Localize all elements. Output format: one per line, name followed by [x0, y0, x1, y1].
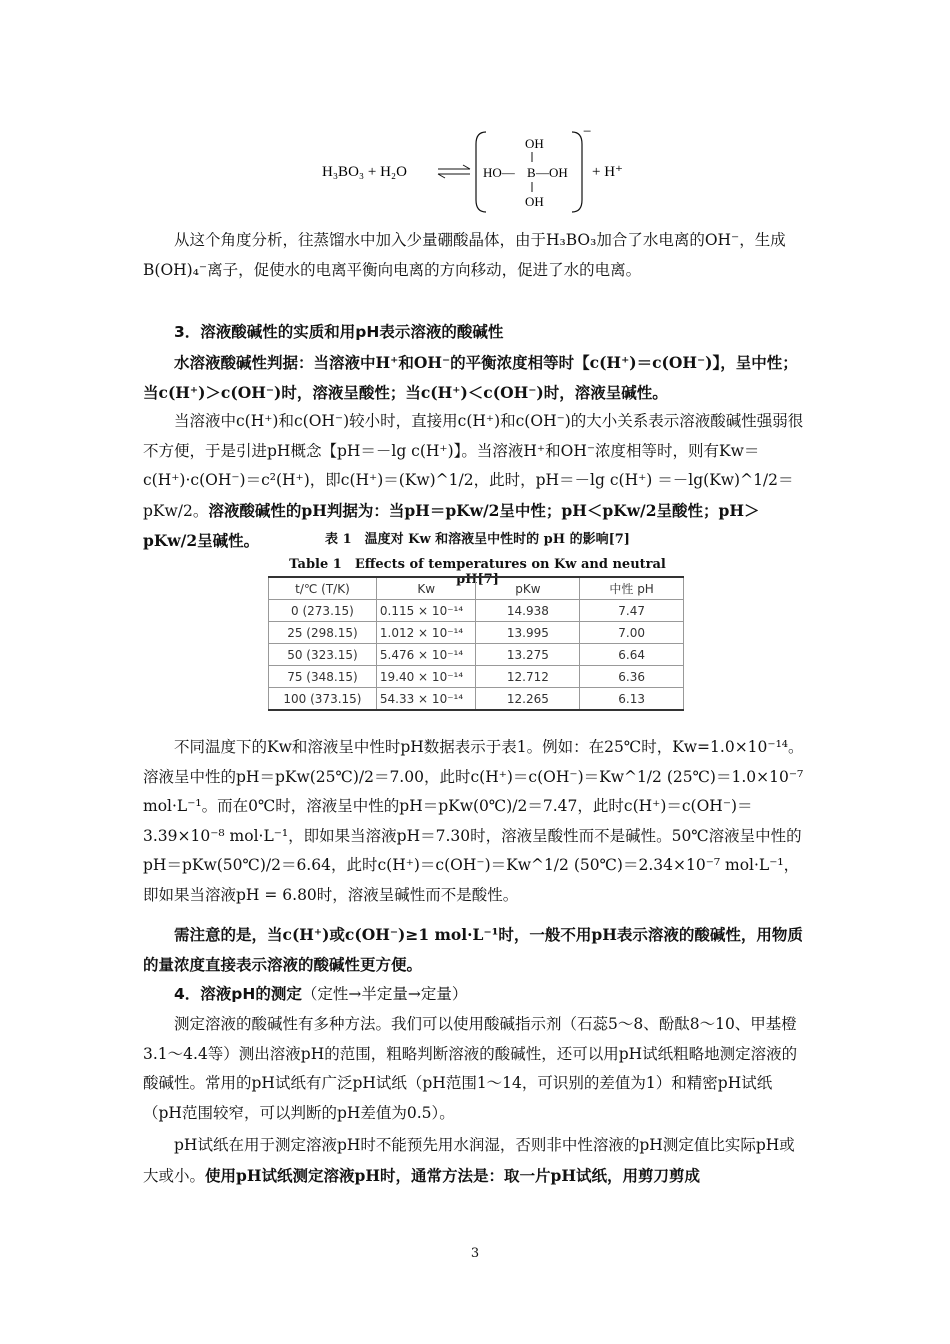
structure-ho-left: HO— [483, 165, 515, 180]
table-header-cell: t/℃ (T/K) [269, 577, 377, 600]
heading-section-4-title: 4．溶液pH的测定 [174, 985, 302, 1003]
heading-section-4 [143, 980, 808, 1010]
table-row [269, 644, 684, 666]
structure-oh-bottom: OH [525, 194, 544, 209]
table-caption-en: Table 1 Effects of temperatures on Kw and neutral pH[7] [289, 557, 666, 587]
equation-product-proton: + H⁺ [592, 164, 623, 180]
table-cell: 6.13 [580, 688, 684, 711]
structure-boron: B [527, 165, 536, 180]
table-cell: 0 (273.15) [269, 600, 377, 622]
equation-charge: − [583, 124, 592, 140]
table-cell: 0.115 × 10⁻¹⁴ [376, 600, 476, 622]
equation-reactant: H₃BO₃ + H₂O [322, 164, 407, 180]
table-cell: 1.012 × 10⁻¹⁴ [376, 622, 476, 644]
table-row [269, 666, 684, 688]
ph-paper-method-bold: 使用pH试纸测定溶液pH时，通常方法是：取一片pH试纸，用剪刀剪成 [205, 1165, 700, 1185]
table-cell: 13.995 [476, 622, 580, 644]
ph-concept-text: 当溶液中c(H⁺)和c(OH⁻)较小时，直接用c(H⁺)和c(OH⁻)的大小关系表示溶液酸碱性强弱很不方便，于是引进pH概念【pH＝－lg c(H⁺)】。当溶液H⁺和OH⁻浓度相等时，则有Kw＝c(H⁺)·c(OH⁻)＝c²(H⁺)，即c(H⁺)＝(Kw)^1/2，此时，pH＝－lg c(H⁺) ＝－lg(Kw)^1/2＝ pKw/2。 [143, 412, 804, 520]
paragraph-ph-methods: 测定溶液的酸碱性有多种方法。我们可以使用酸碱指示剂（石蕊5～8、酚酞8～10、甲基橙3.1～4.4等）测出溶液pH的范围，粗略判断溶液的酸碱性，还可以用pH试纸粗略地测定溶液的酸碱性。常用的pH试纸有广泛pH试纸（pH范围1～14，可识别的差值为1）和精密pH试纸（pH范围较窄，可以判断的pH差值为0.5）。 [143, 1015, 798, 1122]
table-caption-cn: 表 1 温度对 Kw 和溶液呈中性时的 pH 的影响[7] [325, 532, 630, 547]
equilibrium-arrow-icon [438, 165, 470, 178]
table-header-cell: Kw [376, 577, 476, 600]
table-header-cell: 中性 pH [580, 577, 684, 600]
paragraph-concentration-note: 需注意的是，当c(H⁺)或c(OH⁻)≥1 mol·L⁻¹时，一般不用pH表示溶液的酸碱性，用物质的量浓度直接表示溶液的酸碱性更方便。 [143, 925, 803, 974]
table-row [269, 688, 684, 711]
table-cell: 6.36 [580, 666, 684, 688]
paragraph-boric-acid: 从这个角度分析，往蒸馏水中加入少量硼酸晶体，由于H₃BO₃加合了水电离的OH⁻，生成B(OH)₄⁻离子，促使水的电离平衡向电离的方向移动，促进了水的电离。 [143, 231, 786, 279]
right-bracket [572, 132, 582, 212]
paragraph-ph-paper [143, 1131, 808, 1191]
paragraph-temperature-examples: 不同温度下的Kw和溶液呈中性时pH数据表示于表1。例如：在25℃时，Kw=1.0×10⁻¹⁴。溶液呈中性的pH＝pKw(25℃)/2＝7.00，此时c(H⁺)＝c(OH⁻)＝Kw^1/2 (25℃)＝1.0×10⁻⁷ mol·L⁻¹。而在0℃时，溶液呈中性的pH＝pKw(0℃)/2＝7.47，此时c(H⁺)＝c(OH⁻)＝3.39×10⁻⁸ mol·L⁻¹，即如果当溶液pH＝7.30时，溶液呈酸性而不是碱性。50℃溶液呈中性的pH＝pKw(50℃)/2＝6.64，此时c(H⁺)＝c(OH⁻)＝Kw^1/2 (50℃)＝2.34×10⁻⁷ mol·L⁻¹，即如果当溶液pH = 6.80时，溶液呈碱性而不是酸性。 [143, 738, 804, 904]
kw-temperature-table [268, 576, 684, 711]
structure-oh-top: OH [525, 136, 544, 151]
table-cell: 100 (373.15) [269, 688, 377, 711]
ph-paper-text: pH试纸在用于测定溶液pH时不能预先用水润湿，否则非中性溶液的pH测定值比实际pH或大或小。 [143, 1136, 795, 1185]
page-number: 3 [470, 1246, 480, 1261]
table-cell: 14.938 [476, 600, 580, 622]
heading-section-4-note: （定性→半定量→定量） [301, 985, 468, 1003]
table-cell: 75 (348.15) [269, 666, 377, 688]
boric-acid-equation [320, 124, 640, 216]
table-cell: 19.40 × 10⁻¹⁴ [376, 666, 476, 688]
table-cell: 5.476 × 10⁻¹⁴ [376, 644, 476, 666]
table-cell: 25 (298.15) [269, 622, 377, 644]
ph-criterion-bold: 溶液酸碱性的pH判据为：当pH＝pKw/2呈中性；pH＜pKw/2呈酸性；pH＞pKw/2呈碱性。 [143, 500, 760, 550]
table-row [269, 622, 684, 644]
table-cell: 50 (323.15) [269, 644, 377, 666]
table-cell: 6.64 [580, 644, 684, 666]
table-cell: 54.33 × 10⁻¹⁴ [376, 688, 476, 711]
paragraph-acid-base-criterion: 水溶液酸碱性判据：当溶液中H⁺和OH⁻的平衡浓度相等时【c(H⁺)＝c(OH⁻)】，呈中性；当c(H⁺)＞c(OH⁻)时，溶液呈酸性；当c(H⁺)＜c(OH⁻)时，溶液呈碱性。 [143, 353, 798, 402]
table-cell: 13.275 [476, 644, 580, 666]
table-row [269, 600, 684, 622]
table-cell: 12.712 [476, 666, 580, 688]
heading-section-3: 3．溶液酸碱性的实质和用pH表示溶液的酸碱性 [174, 323, 504, 341]
structure-oh-right: —OH [536, 165, 568, 180]
table-header-cell: pKw [476, 577, 580, 600]
table-cell: 7.47 [580, 600, 684, 622]
table-cell: 12.265 [476, 688, 580, 711]
table-header-row [269, 577, 684, 600]
table-cell: 7.00 [580, 622, 684, 644]
